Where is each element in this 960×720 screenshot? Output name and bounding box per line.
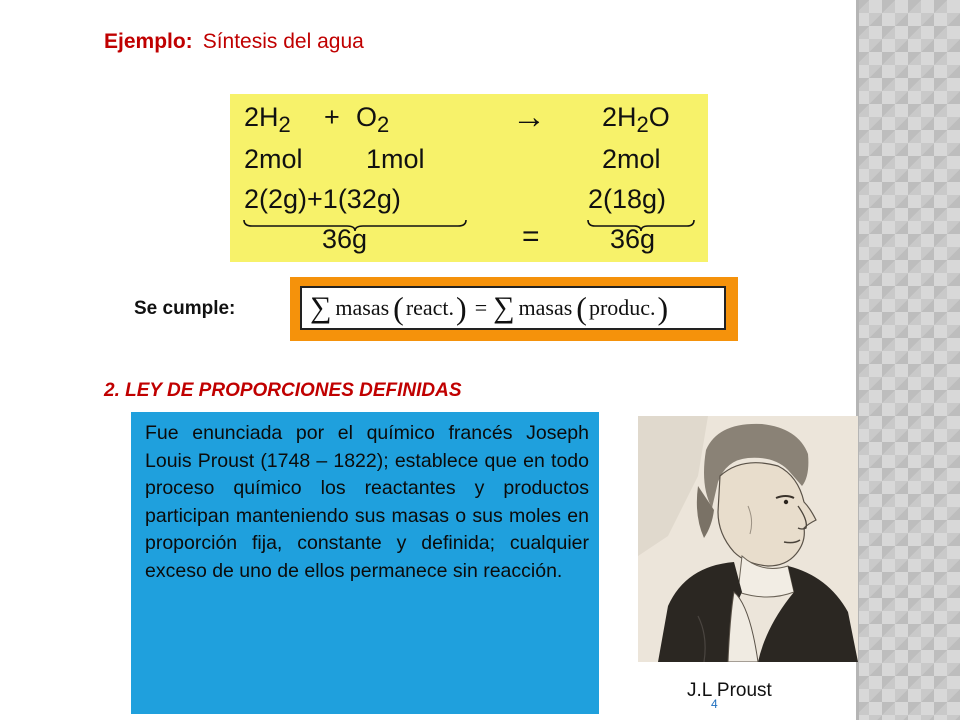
reactant-h2: $2H_2$ [244, 102, 291, 137]
sum-symbol-right: ∑ [493, 291, 515, 324]
right-arg: produc. [588, 295, 656, 320]
example-label: Ejemplo: [104, 30, 193, 53]
portrait-engraving [638, 416, 858, 662]
moles-o2: 1mol [366, 144, 425, 174]
decorative-side-panel [856, 0, 960, 720]
example-topic: Síntesis del agua [202, 30, 364, 53]
moles-h2: 2mol [244, 144, 303, 174]
left-arg: react. [405, 295, 455, 320]
product-total: 36g [610, 224, 656, 254]
portrait-caption: J.L Proust [687, 680, 772, 701]
slide-number: 4 [711, 697, 718, 711]
paren-close-icon: ) [456, 290, 467, 326]
product-masses: 2(18g) [588, 184, 667, 214]
conservation-label: Se cumple: [134, 298, 236, 319]
left-term: masas [335, 295, 390, 320]
paren-open-icon: ( [576, 290, 587, 326]
conservation-formula-box [290, 277, 738, 341]
plus-sign: + [324, 102, 340, 132]
description-box [131, 412, 599, 714]
moles-h2o: 2mol [602, 144, 661, 174]
equals-symbol: = [474, 295, 488, 320]
right-term: masas [518, 295, 573, 320]
sum-symbol-left: ∑ [310, 291, 332, 324]
example-heading [104, 30, 364, 54]
paren-open-icon: ( [393, 290, 404, 326]
description-text: Fue enunciada por el químico francés Joseph Louis Proust (1748 – 1822); establece que en todo proceso químico los reactantes y productos participan manteniendo sus masas o sus moles en proporción fija, constante y definida; cualquier exceso de uno de ellos permanece sin reacción. [145, 422, 589, 582]
reaction-equation-box [230, 94, 708, 262]
conservation-formula [300, 286, 726, 330]
product-h2o: $2H_2O$ [602, 102, 670, 137]
reactant-total: 36g [322, 224, 368, 254]
section-title: 2. LEY DE PROPORCIONES DEFINIDAS [104, 380, 462, 401]
reactant-o2: $O_2$ [356, 102, 390, 137]
equals-sign: = [522, 220, 540, 253]
reaction-arrow: → [512, 98, 546, 136]
paren-close-icon: ) [657, 290, 669, 326]
proust-portrait [638, 416, 858, 662]
reactant-masses: 2(2g)+1(32g) [244, 184, 401, 214]
